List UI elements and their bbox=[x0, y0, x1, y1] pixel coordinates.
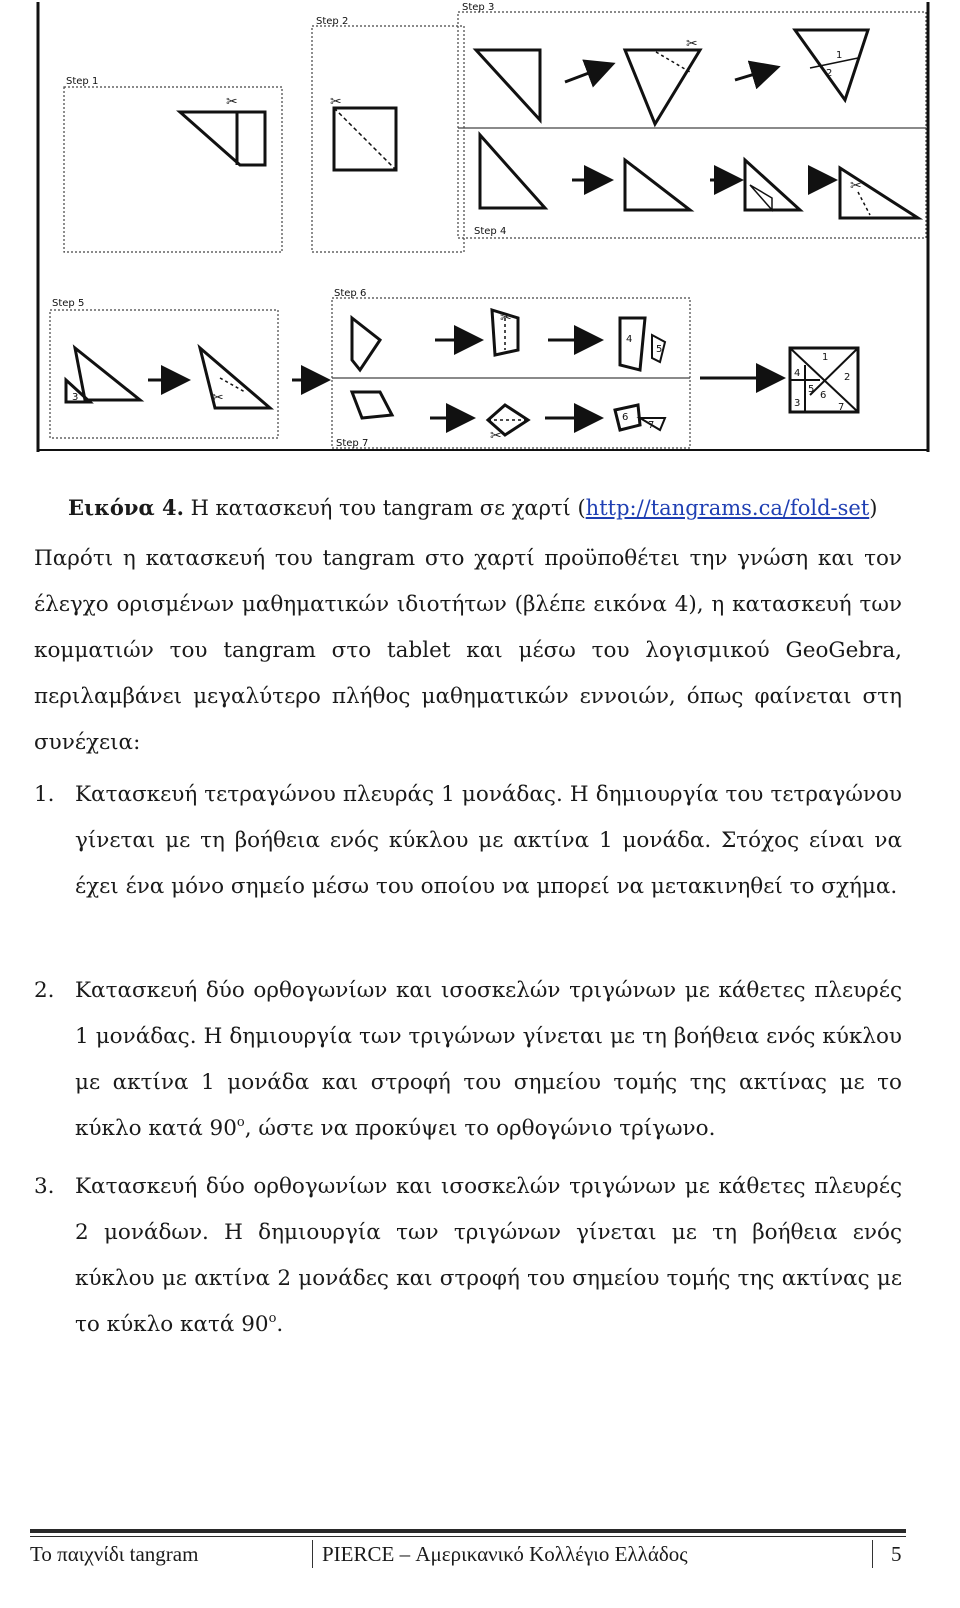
piece-number: 5 bbox=[808, 384, 815, 395]
list-number: 1. bbox=[34, 782, 55, 807]
step-label: Step 3 bbox=[462, 2, 495, 13]
caption-link[interactable]: http://tangrams.ca/fold-set bbox=[585, 496, 870, 520]
piece-number: 7 bbox=[838, 402, 845, 413]
step-label: Step 2 bbox=[316, 16, 349, 27]
list-number: 3. bbox=[34, 1174, 55, 1199]
piece-number: 3 bbox=[72, 392, 79, 403]
footer-institution: PIERCE – Αμερικανικό Κολλέγιο Ελλάδος bbox=[322, 1542, 688, 1566]
scissors-icon: ✂ bbox=[212, 390, 224, 406]
degree-superscript: ο bbox=[268, 1311, 277, 1326]
footer-rule bbox=[30, 1529, 906, 1533]
footer-rule bbox=[30, 1536, 906, 1537]
tangram-folding-figure bbox=[0, 0, 960, 470]
piece-number: 5 bbox=[656, 344, 663, 355]
step-label: Step 6 bbox=[334, 288, 367, 299]
intro-paragraph: Παρότι η κατασκευή του tangram στο χαρτί προϋποθέτει την γνώση και τον έλεγχο ορισμένων μαθηματικών ιδιοτήτων (βλέπε εικόνα 4), η κατασκευή των κομματιών του tangram στο tablet και μέσω του λογισμικού GeoGebra, περιλαμβάνει μεγαλύτερο πλήθος μαθηματικών εννοιών, όπως φαίνεται στη συνέχεια: bbox=[34, 546, 902, 755]
list-text: Κατασκευή δύο ορθογωνίων και ισοσκελών τριγώνων με κάθετες πλευρές 1 μονάδας. Η δημιουργία των τριγώνων γίνεται με τη βοήθεια ενός κύκλου με ακτίνα 1 μονάδα και στροφή του σημείου τομής της ακτίνας με το κύκλο κατά $90^o$, ώστε να προκύψει το ορθογώνιο τρίγωνο. bbox=[75, 978, 902, 1141]
list-text: Κατασκευή δύο ορθογωνίων και ισοσκελών τριγώνων με κάθετες πλευρές 2 μονάδων. Η δημιουργία των τριγώνων γίνεται με τη βοήθεια ενός κύκλου με ακτίνα 2 μονάδες και στροφή του σημείου τομής της ακτίνας με το κύκλο κατά $90^o$. bbox=[75, 1174, 902, 1337]
list-text: Κατασκευή τετραγώνου πλευράς 1 μονάδας. Η δημιουργία του τετραγώνου γίνεται με τη βοήθεια ενός κύκλου με ακτίνα 1 μονάδα. Στόχος είναι να έχει ένα μόνο σημείο μέσω του οποίου να μπορεί να μετακινηθεί το σχήμα. bbox=[75, 782, 902, 899]
piece-number: 2 bbox=[844, 372, 851, 383]
step-label: Step 7 bbox=[336, 438, 369, 449]
piece-number: 1 bbox=[822, 352, 829, 363]
scissors-icon: ✂ bbox=[686, 36, 698, 52]
piece-number: 3 bbox=[794, 398, 801, 409]
scissors-icon: ✂ bbox=[330, 94, 342, 110]
list-number: 2. bbox=[34, 978, 55, 1003]
scissors-icon: ✂ bbox=[500, 310, 512, 326]
figure-caption bbox=[68, 495, 877, 520]
piece-number: 6 bbox=[622, 412, 629, 423]
piece-number: 1 bbox=[836, 50, 843, 61]
footer-separator bbox=[312, 1540, 313, 1568]
degree-superscript: ο bbox=[236, 1115, 245, 1130]
piece-number: 6 bbox=[820, 390, 827, 401]
step-label: Step 4 bbox=[474, 226, 507, 237]
piece-number: 2 bbox=[826, 68, 833, 79]
caption-close: ) bbox=[869, 496, 878, 520]
step-label: Step 1 bbox=[66, 76, 99, 87]
scissors-icon: ✂ bbox=[226, 94, 238, 110]
scissors-icon: ✂ bbox=[490, 428, 502, 444]
footer-title: Το παιχνίδι tangram bbox=[30, 1542, 199, 1566]
piece-number: 4 bbox=[626, 334, 633, 345]
caption-text: Η κατασκευή του tangram σε χαρτί ( bbox=[183, 496, 586, 520]
step-label: Step 5 bbox=[52, 298, 85, 309]
footer-separator bbox=[872, 1540, 873, 1568]
piece-number: 4 bbox=[794, 368, 801, 379]
caption-label: Εικόνα 4. bbox=[68, 495, 184, 520]
scissors-icon: ✂ bbox=[850, 178, 862, 194]
piece-number: 7 bbox=[648, 420, 655, 431]
page-number: 5 bbox=[891, 1542, 902, 1566]
